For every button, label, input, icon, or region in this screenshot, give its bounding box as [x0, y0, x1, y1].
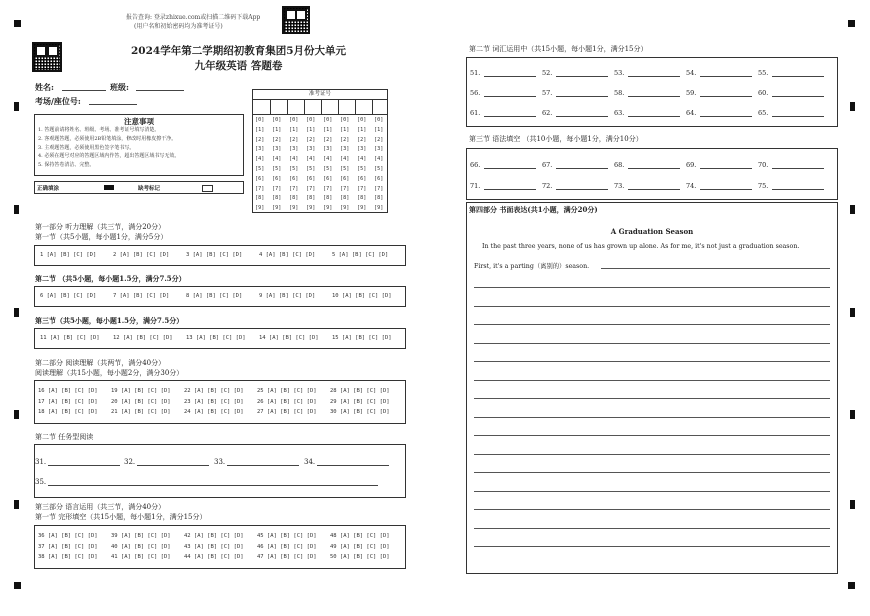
answer-option[interactable]: 17 [A] [B] [C] [D] — [38, 398, 98, 405]
answer-option[interactable]: 26 [A] [B] [C] [D] — [257, 398, 317, 405]
exam-id-bubble[interactable]: [4] — [272, 156, 282, 163]
exam-id-bubble[interactable]: [3] — [289, 146, 299, 153]
answer-option[interactable]: 15 [A] [B] [C] [D] — [332, 335, 392, 341]
exam-id-bubble[interactable]: [7] — [357, 185, 367, 192]
answer-number: 68. — [614, 161, 625, 169]
exam-id-bubble[interactable]: [2] — [272, 136, 282, 143]
correct-fill-sample — [104, 185, 114, 190]
part2-heading: 第二部分 阅读理解（共两节，满分40分） — [35, 359, 166, 367]
exam-id-bubble[interactable]: [2] — [340, 136, 350, 143]
exam-id-cells — [253, 100, 387, 115]
answer-option[interactable]: 30 [A] [B] [C] [D] — [330, 409, 390, 415]
exam-id-bubble[interactable]: [7] — [272, 185, 282, 192]
answer-option[interactable]: 18 [A] [B] [C] [D] — [38, 409, 98, 415]
answer-number: 57. — [542, 89, 553, 97]
exam-id-grid — [252, 89, 388, 213]
answer-option[interactable]: 38 [A] [B] [C] [D] — [38, 554, 98, 560]
answer-option[interactable]: 49 [A] [B] [C] [D] — [330, 543, 390, 550]
answer-line[interactable] — [700, 96, 752, 97]
exam-id-bubble[interactable]: [0] — [357, 117, 367, 123]
exam-id-bubble[interactable]: [5] — [340, 166, 350, 172]
exam-id-bubble[interactable]: [1] — [374, 126, 384, 133]
answer-option[interactable]: 43 [A] [B] [C] [D] — [184, 543, 244, 550]
answer-option[interactable]: 36 [A] [B] [C] [D] — [38, 533, 98, 539]
part1-heading: 第一部分 听力理解（共三节，满分20分） — [35, 223, 166, 231]
notes-title: 注意事项 — [124, 117, 154, 126]
answer-number: 71. — [470, 182, 481, 190]
exam-id-cell[interactable] — [372, 100, 389, 114]
exam-id-bubble[interactable]: [5] — [374, 166, 384, 172]
qr-code-top — [282, 6, 310, 34]
answer-line[interactable] — [484, 168, 536, 169]
timing-mark — [850, 500, 855, 509]
exam-id-bubble[interactable]: [8] — [340, 195, 350, 202]
part3-s3-heading: 第三节 语法填空 （共10小题，每小题1分，满分10分） — [469, 135, 643, 143]
essay-writing-line[interactable] — [474, 546, 830, 547]
essay-writing-line[interactable] — [474, 287, 830, 288]
answer-option[interactable]: 50 [A] [B] [C] [D] — [330, 554, 390, 560]
qr-code-left — [32, 42, 62, 72]
essay-writing-line[interactable] — [474, 343, 830, 344]
answer-option[interactable]: 45 [A] [B] [C] [D] — [257, 533, 317, 539]
exam-id-bubble[interactable]: [0] — [340, 117, 350, 123]
exam-id-bubble[interactable]: [3] — [272, 146, 282, 153]
exam-id-title: 准考证号 — [253, 90, 387, 100]
page-title: 2024学年第二学期绍初教育集团5月份大单元 — [130, 45, 347, 57]
exam-id-bubble[interactable]: [6] — [340, 175, 350, 182]
exam-id-bubble[interactable]: [7] — [255, 185, 265, 192]
answer-line[interactable] — [484, 116, 536, 117]
exam-id-bubble[interactable]: [5] — [357, 166, 367, 172]
seat-field[interactable] — [89, 104, 137, 105]
grammar-box — [466, 148, 838, 200]
exam-id-bubble[interactable]: [6] — [289, 175, 299, 182]
answer-line[interactable] — [700, 116, 752, 117]
essay-writing-line[interactable] — [474, 491, 830, 492]
exam-id-bubble[interactable]: [5] — [255, 166, 265, 172]
exam-id-bubble[interactable]: [4] — [306, 156, 316, 163]
answer-option[interactable]: 9 [A] [B] [C] [D] — [259, 293, 316, 299]
timing-mark — [850, 205, 855, 214]
essay-writing-line[interactable] — [474, 417, 830, 418]
exam-id-bubble[interactable]: [1] — [255, 126, 265, 133]
essay-writing-line[interactable] — [474, 380, 830, 381]
answer-line[interactable] — [484, 189, 536, 190]
note-item: 2. 客观题答题，必须使用2B铅笔填涂，修改时用橡皮擦干净。 — [38, 135, 177, 142]
exam-id-bubble[interactable]: [6] — [323, 175, 333, 182]
exam-id-bubble[interactable]: [9] — [340, 205, 350, 212]
answer-option[interactable]: 2 [A] [B] [C] [D] — [113, 252, 170, 258]
note-item: 5. 保持答卷清洁、完整。 — [38, 162, 95, 169]
answer-option[interactable]: 13 [A] [B] [C] [D] — [186, 335, 246, 341]
answer-line[interactable] — [700, 168, 752, 169]
answer-line[interactable] — [772, 76, 824, 77]
exam-id-cell[interactable] — [270, 100, 287, 114]
exam-id-bubble[interactable]: [7] — [323, 185, 333, 192]
exam-id-bubble[interactable]: [2] — [357, 136, 367, 143]
essay-line1: In the past three years, none of us has grown up alone. As for me, it's not just a graduation season. — [482, 243, 800, 250]
answer-line[interactable] — [700, 76, 752, 77]
answer-line[interactable] — [700, 189, 752, 190]
exam-id-bubble[interactable]: [7] — [340, 185, 350, 192]
answer-number: 67. — [542, 161, 553, 169]
exam-id-bubble[interactable]: [7] — [289, 185, 299, 192]
essay-writing-line[interactable] — [474, 324, 830, 325]
answer-line[interactable] — [48, 465, 120, 466]
essay-writing-line[interactable] — [474, 435, 830, 436]
answer-option[interactable]: 39 [A] [B] [C] [D] — [111, 533, 171, 539]
corner-mark-br — [848, 582, 855, 589]
answer-number: 73. — [614, 182, 625, 190]
exam-id-bubble[interactable]: [2] — [374, 136, 384, 143]
answer-line[interactable] — [556, 168, 608, 169]
answer-line[interactable] — [628, 168, 680, 169]
correct-fill-label: 正确填涂 — [37, 186, 60, 192]
timing-mark — [14, 308, 19, 317]
note-item: 1. 答题前请将姓名、班级、考场、准考证号填写清楚。 — [38, 127, 160, 133]
answer-line[interactable] — [484, 76, 536, 77]
answer-number: 75. — [758, 182, 769, 190]
exam-id-bubble[interactable]: [3] — [340, 146, 350, 153]
essay-writing-line[interactable] — [474, 454, 830, 455]
exam-id-bubble[interactable]: [1] — [323, 126, 333, 133]
exam-id-bubble[interactable]: [9] — [255, 205, 265, 212]
exam-id-bubble[interactable]: [0] — [306, 117, 316, 123]
exam-id-bubble[interactable]: [2] — [306, 136, 316, 143]
answer-option[interactable]: 22 [A] [B] [C] [D] — [184, 388, 244, 394]
answer-option[interactable]: 14 [A] [B] [C] [D] — [259, 335, 319, 341]
answer-line[interactable] — [556, 76, 608, 77]
corner-mark-tr — [848, 20, 855, 27]
answer-option[interactable]: 5 [A] [B] [C] [D] — [332, 252, 389, 258]
answer-number: 33. — [214, 458, 226, 466]
exam-id-bubble[interactable]: [4] — [374, 156, 384, 163]
answer-option[interactable]: 24 [A] [B] [C] [D] — [184, 409, 244, 415]
exam-id-bubble[interactable]: [0] — [272, 117, 282, 123]
essay-line2: First, it's a parting（离别的）season. — [474, 263, 590, 270]
timing-mark — [850, 410, 855, 419]
part3-s2-heading: 第二节 词汇运用中（共15小题，每小题1分，满分15分） — [469, 45, 648, 53]
answer-number: 70. — [758, 161, 769, 169]
exam-id-bubble[interactable]: [9] — [289, 205, 299, 212]
timing-mark — [850, 102, 855, 111]
exam-id-cell[interactable] — [338, 100, 355, 114]
exam-id-bubble[interactable]: [8] — [374, 195, 384, 202]
answer-number: 74. — [686, 182, 697, 190]
answer-option[interactable]: 7 [A] [B] [C] [D] — [113, 293, 170, 299]
name-field[interactable] — [62, 90, 106, 91]
exam-id-bubble[interactable]: [9] — [272, 205, 282, 212]
exam-id-bubble[interactable]: [8] — [289, 195, 299, 202]
notes-list — [38, 126, 179, 170]
answer-number: 62. — [542, 109, 553, 117]
note-item: 4. 必须在题号对应的答题区域内作答，超出答题区域书写无效。 — [38, 153, 180, 160]
exam-id-bubble[interactable]: [3] — [374, 146, 384, 153]
exam-id-bubble[interactable]: [6] — [255, 175, 265, 182]
part1-s2-heading: 第二节 （共5小题，每小题1.5分，满分7.5分） — [35, 274, 186, 283]
exam-id-cell[interactable] — [253, 100, 270, 114]
exam-id-bubble[interactable]: [4] — [340, 156, 350, 163]
answer-line[interactable] — [317, 465, 389, 466]
answer-number: 65. — [758, 109, 769, 117]
corner-mark-tl — [14, 20, 21, 27]
answer-option[interactable]: 44 [A] [B] [C] [D] — [184, 554, 244, 560]
writing-box — [466, 202, 838, 574]
answer-option[interactable]: 41 [A] [B] [C] [D] — [111, 554, 171, 560]
part2-s2-heading: 第二节 任务型阅读 — [35, 433, 94, 441]
part3-heading: 第三部分 语言运用（共三节，满分40分） — [35, 503, 166, 511]
answer-option[interactable]: 11 [A] [B] [C] [D] — [40, 335, 100, 341]
timing-mark — [14, 500, 19, 509]
essay-writing-line[interactable] — [474, 361, 830, 362]
part2-s1-heading: 阅读理解（共15小题，每小题2分，满分30分） — [35, 369, 184, 377]
answer-option[interactable]: 40 [A] [B] [C] [D] — [111, 543, 171, 550]
exam-id-bubble[interactable]: [5] — [323, 166, 333, 172]
answer-option[interactable]: 28 [A] [B] [C] [D] — [330, 388, 390, 394]
essay-writing-line[interactable] — [474, 306, 830, 307]
answer-line[interactable] — [484, 96, 536, 97]
answer-option[interactable]: 42 [A] [B] [C] [D] — [184, 533, 244, 539]
class-label: 班级: — [110, 82, 129, 92]
seat-label: 考场/座位号: — [35, 96, 81, 106]
essay-title: A Graduation Season — [610, 227, 694, 236]
answer-number: 31. — [35, 458, 47, 466]
part4-heading: 第四部分 书面表达(共1小题，满分20分) — [469, 205, 598, 214]
answer-option[interactable]: 8 [A] [B] [C] [D] — [186, 293, 243, 299]
answer-line[interactable] — [48, 485, 378, 486]
answer-option[interactable]: 10 [A] [B] [C] [D] — [332, 293, 392, 299]
exam-id-cell[interactable] — [287, 100, 304, 114]
exam-id-bubble[interactable]: [4] — [323, 156, 333, 163]
corner-mark-bl — [14, 582, 21, 589]
part3-s1-heading: 第一节 完形填空（共15小题，每小题1分，满分15分） — [35, 513, 207, 521]
answer-option[interactable]: 21 [A] [B] [C] [D] — [111, 409, 171, 415]
timing-mark — [14, 410, 19, 419]
exam-id-bubble[interactable]: [3] — [323, 146, 333, 153]
report-notice: 报告查询: 登录zhixue.com或扫描二维码下载App — [126, 14, 261, 21]
essay-writing-line[interactable] — [474, 528, 830, 529]
answer-number: 72. — [542, 182, 553, 190]
answer-number: 53. — [614, 69, 625, 77]
exam-id-bubble[interactable]: [5] — [272, 166, 282, 172]
part1-s3-heading: 第三节（共5小题，每小题1.5分，满分7.5分） — [35, 316, 184, 325]
answer-line[interactable] — [772, 116, 824, 117]
exam-id-bubble[interactable]: [8] — [306, 195, 316, 202]
exam-id-bubble[interactable]: [0] — [255, 117, 265, 123]
answer-option[interactable]: 20 [A] [B] [C] [D] — [111, 398, 171, 405]
absent-mark-box[interactable] — [202, 185, 213, 192]
timing-mark — [14, 205, 19, 214]
answer-number: 51. — [470, 69, 481, 77]
answer-number: 55. — [758, 69, 769, 77]
answer-line[interactable] — [628, 116, 680, 117]
answer-number: 35. — [35, 478, 47, 486]
note-item: 3. 主观题答题，必须使用黑色签字笔书写。 — [38, 144, 135, 151]
answer-number: 58. — [614, 89, 625, 97]
answer-number: 60. — [758, 89, 769, 97]
answer-number: 66. — [470, 161, 481, 169]
answer-line[interactable] — [628, 189, 680, 190]
answer-option[interactable]: 6 [A] [B] [C] [D] — [40, 293, 97, 299]
exam-id-cell[interactable] — [355, 100, 372, 114]
exam-id-bubble[interactable]: [9] — [374, 205, 384, 212]
exam-id-bubble[interactable]: [9] — [323, 205, 333, 212]
answer-option[interactable]: 4 [A] [B] [C] [D] — [259, 252, 316, 258]
exam-id-bubble[interactable]: [7] — [374, 185, 384, 192]
timing-mark — [14, 102, 19, 111]
exam-id-bubble[interactable]: [0] — [289, 117, 299, 123]
exam-id-bubble[interactable]: [3] — [357, 146, 367, 153]
exam-id-bubble[interactable]: [4] — [255, 156, 265, 163]
answer-option[interactable]: 27 [A] [B] [C] [D] — [257, 409, 317, 415]
class-field[interactable] — [136, 90, 184, 91]
answer-line[interactable] — [772, 189, 824, 190]
answer-number: 63. — [614, 109, 625, 117]
exam-id-bubble[interactable]: [1] — [289, 126, 299, 133]
timing-mark — [850, 308, 855, 317]
answer-number: 59. — [686, 89, 697, 97]
answer-line[interactable] — [556, 96, 608, 97]
exam-id-bubble[interactable]: [9] — [357, 205, 367, 212]
exam-id-bubble[interactable]: [4] — [357, 156, 367, 163]
answer-option[interactable]: 12 [A] [B] [C] [D] — [113, 335, 173, 341]
exam-id-bubble[interactable]: [5] — [289, 166, 299, 172]
name-label: 姓名: — [35, 82, 54, 92]
essay-writing-line[interactable] — [474, 472, 830, 473]
answer-line[interactable] — [227, 465, 299, 466]
part1-s1-heading: 第一节（共5小题，每小题1分，满分5分） — [35, 233, 168, 241]
answer-option[interactable]: 16 [A] [B] [C] [D] — [38, 388, 98, 394]
exam-id-bubble[interactable]: [1] — [357, 126, 367, 133]
answer-number: 52. — [542, 69, 553, 77]
answer-option[interactable]: 25 [A] [B] [C] [D] — [257, 388, 317, 394]
answer-option[interactable]: 46 [A] [B] [C] [D] — [257, 543, 317, 550]
answer-option[interactable]: 1 [A] [B] [C] [D] — [40, 252, 97, 258]
page-subtitle: 九年级英语 答题卷 — [194, 60, 283, 72]
exam-id-bubble[interactable]: [1] — [272, 126, 282, 133]
exam-id-bubble[interactable]: [3] — [306, 146, 316, 153]
answer-line[interactable] — [137, 465, 209, 466]
report-notice-sub: (用户名和初始密码均为准考证号) — [134, 23, 223, 30]
exam-id-bubble[interactable]: [9] — [306, 205, 316, 212]
exam-id-bubble[interactable]: [6] — [357, 175, 367, 182]
answer-option[interactable]: 19 [A] [B] [C] [D] — [111, 388, 171, 394]
exam-id-cell[interactable] — [304, 100, 321, 114]
essay-writing-line[interactable] — [601, 268, 830, 269]
essay-writing-line[interactable] — [474, 398, 830, 399]
answer-option[interactable]: 37 [A] [B] [C] [D] — [38, 543, 98, 550]
exam-id-bubble[interactable]: [8] — [272, 195, 282, 202]
exam-id-bubble[interactable]: [8] — [255, 195, 265, 202]
answer-number: 54. — [686, 69, 697, 77]
exam-id-bubble[interactable]: [2] — [323, 136, 333, 143]
exam-id-bubble[interactable]: [1] — [340, 126, 350, 133]
exam-id-bubble[interactable]: [3] — [255, 146, 265, 153]
exam-id-cell[interactable] — [321, 100, 338, 114]
exam-id-bubble[interactable]: [6] — [374, 175, 384, 182]
task-reading-box — [34, 444, 406, 498]
exam-id-bubble[interactable]: [8] — [357, 195, 367, 202]
answer-line[interactable] — [628, 96, 680, 97]
exam-id-bubble[interactable]: [6] — [272, 175, 282, 182]
answer-line[interactable] — [556, 189, 608, 190]
essay-writing-line[interactable] — [474, 509, 830, 510]
answer-number: 69. — [686, 161, 697, 169]
answer-line[interactable] — [772, 168, 824, 169]
exam-id-bubble[interactable]: [0] — [323, 117, 333, 123]
answer-number: 34. — [304, 458, 316, 466]
exam-id-bubble[interactable]: [6] — [306, 175, 316, 182]
exam-id-bubble[interactable]: [8] — [323, 195, 333, 202]
answer-number: 61. — [470, 109, 481, 117]
exam-id-bubble[interactable]: [7] — [306, 185, 316, 192]
answer-line[interactable] — [772, 96, 824, 97]
answer-number: 32. — [124, 458, 136, 466]
answer-option[interactable]: 48 [A] [B] [C] [D] — [330, 533, 390, 539]
exam-id-bubble[interactable]: [0] — [374, 117, 384, 123]
answer-number: 64. — [686, 109, 697, 117]
answer-number: 56. — [470, 89, 481, 97]
exam-id-bubble[interactable]: [5] — [306, 166, 316, 172]
exam-id-bubble[interactable]: [2] — [255, 136, 265, 143]
answer-option[interactable]: 23 [A] [B] [C] [D] — [184, 398, 244, 405]
answer-option[interactable]: 47 [A] [B] [C] [D] — [257, 554, 317, 560]
exam-id-bubble[interactable]: [2] — [289, 136, 299, 143]
exam-id-bubble[interactable]: [1] — [306, 126, 316, 133]
exam-id-bubble[interactable]: [4] — [289, 156, 299, 163]
answer-line[interactable] — [628, 76, 680, 77]
answer-option[interactable]: 29 [A] [B] [C] [D] — [330, 398, 390, 405]
answer-option[interactable]: 3 [A] [B] [C] [D] — [186, 252, 243, 258]
absent-mark-label: 缺考标记 — [138, 186, 161, 192]
answer-line[interactable] — [556, 116, 608, 117]
